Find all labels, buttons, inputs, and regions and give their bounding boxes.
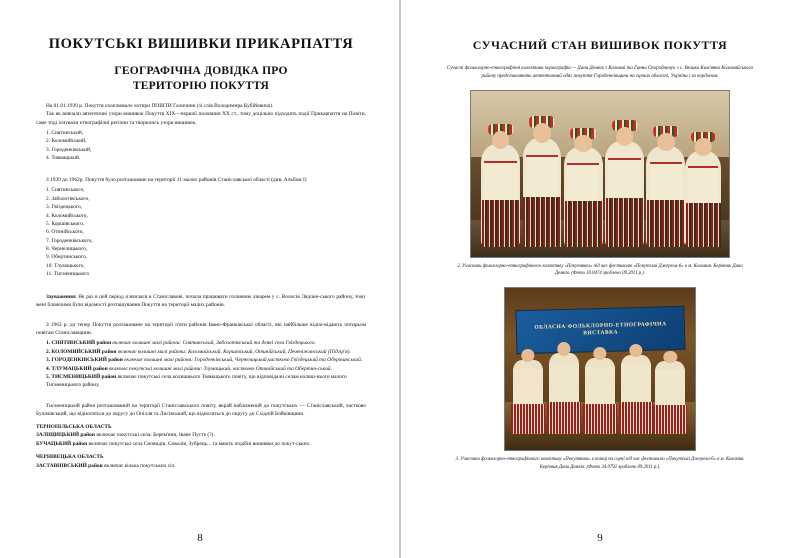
list-item: 9. Обертинського, [46, 254, 88, 261]
oblast-name: ТЕРНОПІЛЬСЬКА ОБЛАСТЬ [36, 424, 112, 431]
dancer [655, 361, 685, 434]
district-row [36, 339, 366, 347]
photo-1-caption: 2. Учасники фольклорно-етнографічного колективу «Покутянка» під час фестивалю «Покутські Джерела-6» в м. Коломия. Керівник Дана Демків. (Фото 10.0474 зроблено 09.2011 р.). [457, 264, 743, 277]
figure [481, 144, 520, 247]
district-text: включає покутські колишні малі райони: Тлумацький, частково Отинійський та Обертин-ський. [109, 365, 332, 372]
figure [685, 151, 721, 247]
list-item: 3. Гвіздецького, [46, 204, 83, 211]
paragraph-5-wrap [36, 402, 366, 418]
oblast-row [36, 440, 366, 448]
dancer [549, 353, 579, 434]
note-text: Як раз в цей період я вчилася в Станіславові, почала працювати головним лікарем у с. Волосів Лядчен-ського району, тому мені ближчими були відомості розташування Покуття на території малих районів. [36, 293, 366, 308]
photo-folk-group [470, 90, 730, 258]
note-label: Зауваження: [46, 293, 77, 300]
raiony-11-list [36, 186, 366, 278]
dancer [513, 360, 543, 435]
raion-name: ЗАСТАВНІВСЬКИЙ район [36, 462, 103, 469]
dancer [585, 358, 615, 434]
oblast-ternopil [36, 423, 366, 448]
povity-list [36, 129, 366, 163]
raion-name: БУЧАЦЬКИЙ район [36, 440, 88, 447]
list-item: 4. Товмацький. [46, 154, 81, 161]
right-page [400, 0, 800, 558]
list-item: 7. Городенківського, [46, 237, 93, 244]
banner-text: ОБЛАСНА ФОЛЬКЛОРНО-ЕТНОГРАФІЧНА ВИСТАВКА [534, 320, 667, 337]
figure [523, 138, 562, 248]
district-text: включає покутські села колишнього Товмацького повіту, що відповідали селам колиш-нього малого Тисменицького району. [46, 373, 347, 389]
district-row [36, 348, 366, 356]
figure [605, 141, 644, 247]
page-number-right: 9 [597, 532, 603, 544]
district-text: включає колишні малі райони: Снятинський, Заболотівський та деякі села Гвіздецького. [112, 340, 316, 347]
raion-text: включає покутські села: Берем'яни, Іване Пусте (?). [96, 432, 215, 439]
list-item: 2. Заболотівського, [46, 195, 90, 202]
list-item: 4. Коломийського, [46, 212, 88, 219]
paragraph-4-wrap [36, 321, 366, 337]
district-name: 1. СНЯТИНСЬКИЙ район [46, 340, 112, 347]
raion-text: включає покутські села Сновидів, Соколів, Зубрець... та мають подібні вишивки до покут-ських. [88, 440, 311, 447]
page-number-left: 8 [197, 532, 203, 544]
district-name: 4. ТЛУМАЦЬКИЙ район [46, 365, 108, 372]
list-item: 1. Снятинського, [46, 187, 85, 194]
photo-dancers [504, 287, 696, 451]
oblast-name: ЧЕРНІВЕЦЬКА ОБЛАСТЬ [36, 454, 104, 461]
paragraph-1: На 01.01.1939 р. Покуття охоплювало чотири ПОВІТИ Галичини (зі слів Володимира Кубійовича). [46, 103, 274, 110]
list-item: 3. Городенківський, [46, 146, 92, 153]
paragraph-2: Так як вивчали автентичні узори вишивок Покуття XIX—першої половини XX ст., тому доцільно підходять події Прикарпаття на Повіти, саме тоді існували етнографічні регіони та творились узори вишивок. [36, 111, 366, 126]
raion-text: включає кілька покутських сіл. [104, 462, 176, 469]
note-block [36, 293, 366, 309]
list-item: 8. Чернелицького, [46, 246, 88, 253]
photo-2-caption: 3. Учасники фольклорно-етнографічного колективу «Покутянка» в танці на сцені під час фестивалю «Покутські Джерела-6» в м. Коломия. Керівник Дана Демків. (Фото 34.0792 зроблено 09.2011 р.). [455, 457, 745, 470]
list-item: 10. Тлумацького, [46, 262, 85, 269]
photo-1-image [471, 91, 729, 257]
raion-name: ЗАЛІЩИЦЬКИЙ район [36, 432, 95, 439]
page-title: ПОКУТСЬКІ ВИШИВКИ ПРИКАРПАТТЯ [48, 36, 354, 52]
district-name: 2. КОЛОМИЙСЬКИЙ район [46, 348, 117, 355]
district-text: включає колишні малі райони: Коломийський, Коршівський, Отинійський, Печеніжинський (Підгір'я). [117, 348, 351, 355]
district-row [36, 365, 366, 373]
photo-2-image [505, 288, 695, 450]
district-name: 3. ГОРОДЕНКІВСЬКИЙ район [46, 357, 123, 364]
figure [564, 147, 603, 247]
note-paragraph [36, 293, 366, 309]
oblast-chernivtsi [36, 453, 366, 470]
district-row [36, 356, 366, 364]
oblast-row [36, 431, 366, 439]
districts-list [36, 339, 366, 389]
district-text: включає колишні малі райони: Городенківський, Чернелицький,частково Гвіздецький та Обертинський. [124, 357, 363, 364]
paragraph-4: З 1963 р. до тепер Покуття розташоване на території п'яти районів Івано-Франківської області, які найбільше відпо-відають чотирьом повітам Станіславщини. [36, 321, 366, 337]
intro-paragraphs [36, 102, 366, 127]
paragraph-3: З 1939 до 1962р. Покуття було розташоване на території 11 малих районів Станіславської області (див. Альбом І) [46, 177, 307, 184]
list-item: 6. Отинійського, [46, 229, 84, 236]
list-item: 5. Коршівського, [46, 220, 85, 227]
paragraph-3-wrap [36, 176, 366, 184]
district-name: 5. ТИСМЕНИЦЬКИЙ район [46, 373, 117, 380]
oblast-row [36, 462, 366, 470]
list-item: 11. Тисменицького [46, 271, 90, 278]
list-item: 1. Снятинський, [46, 129, 84, 136]
section-subtitle: ГЕОГРАФІЧНА ДОВІДКА ПРО ТЕРИТОРІЮ ПОКУТТЯ [114, 65, 288, 92]
paragraph-5: Тисменицький район розташований на території Станіславського повіту, вкрай наближений до покутських — Станіславський, частково Бучачівський, що відносяться до округу до Опілля та Лисівський, що відносяться до округу до Східній Бойківщини. [36, 402, 366, 417]
dancer [621, 355, 651, 434]
district-row [36, 373, 366, 390]
right-intro-text: Сучасні фольклорно-етнографічні колективи хореографів — Дана Демків з Коломиї та Ганна Огородничук з с. Велика Кам'янка Коломийського району представляють автентичний одяг покуття Городенківщини на сценах області, України і за кордоном. [446, 66, 754, 79]
right-page-title: СУЧАСНИЙ СТАН ВИШИВОК ПОКУТТЯ [472, 38, 728, 52]
list-item: 2. Коломийський, [46, 138, 87, 145]
figure [646, 146, 685, 247]
